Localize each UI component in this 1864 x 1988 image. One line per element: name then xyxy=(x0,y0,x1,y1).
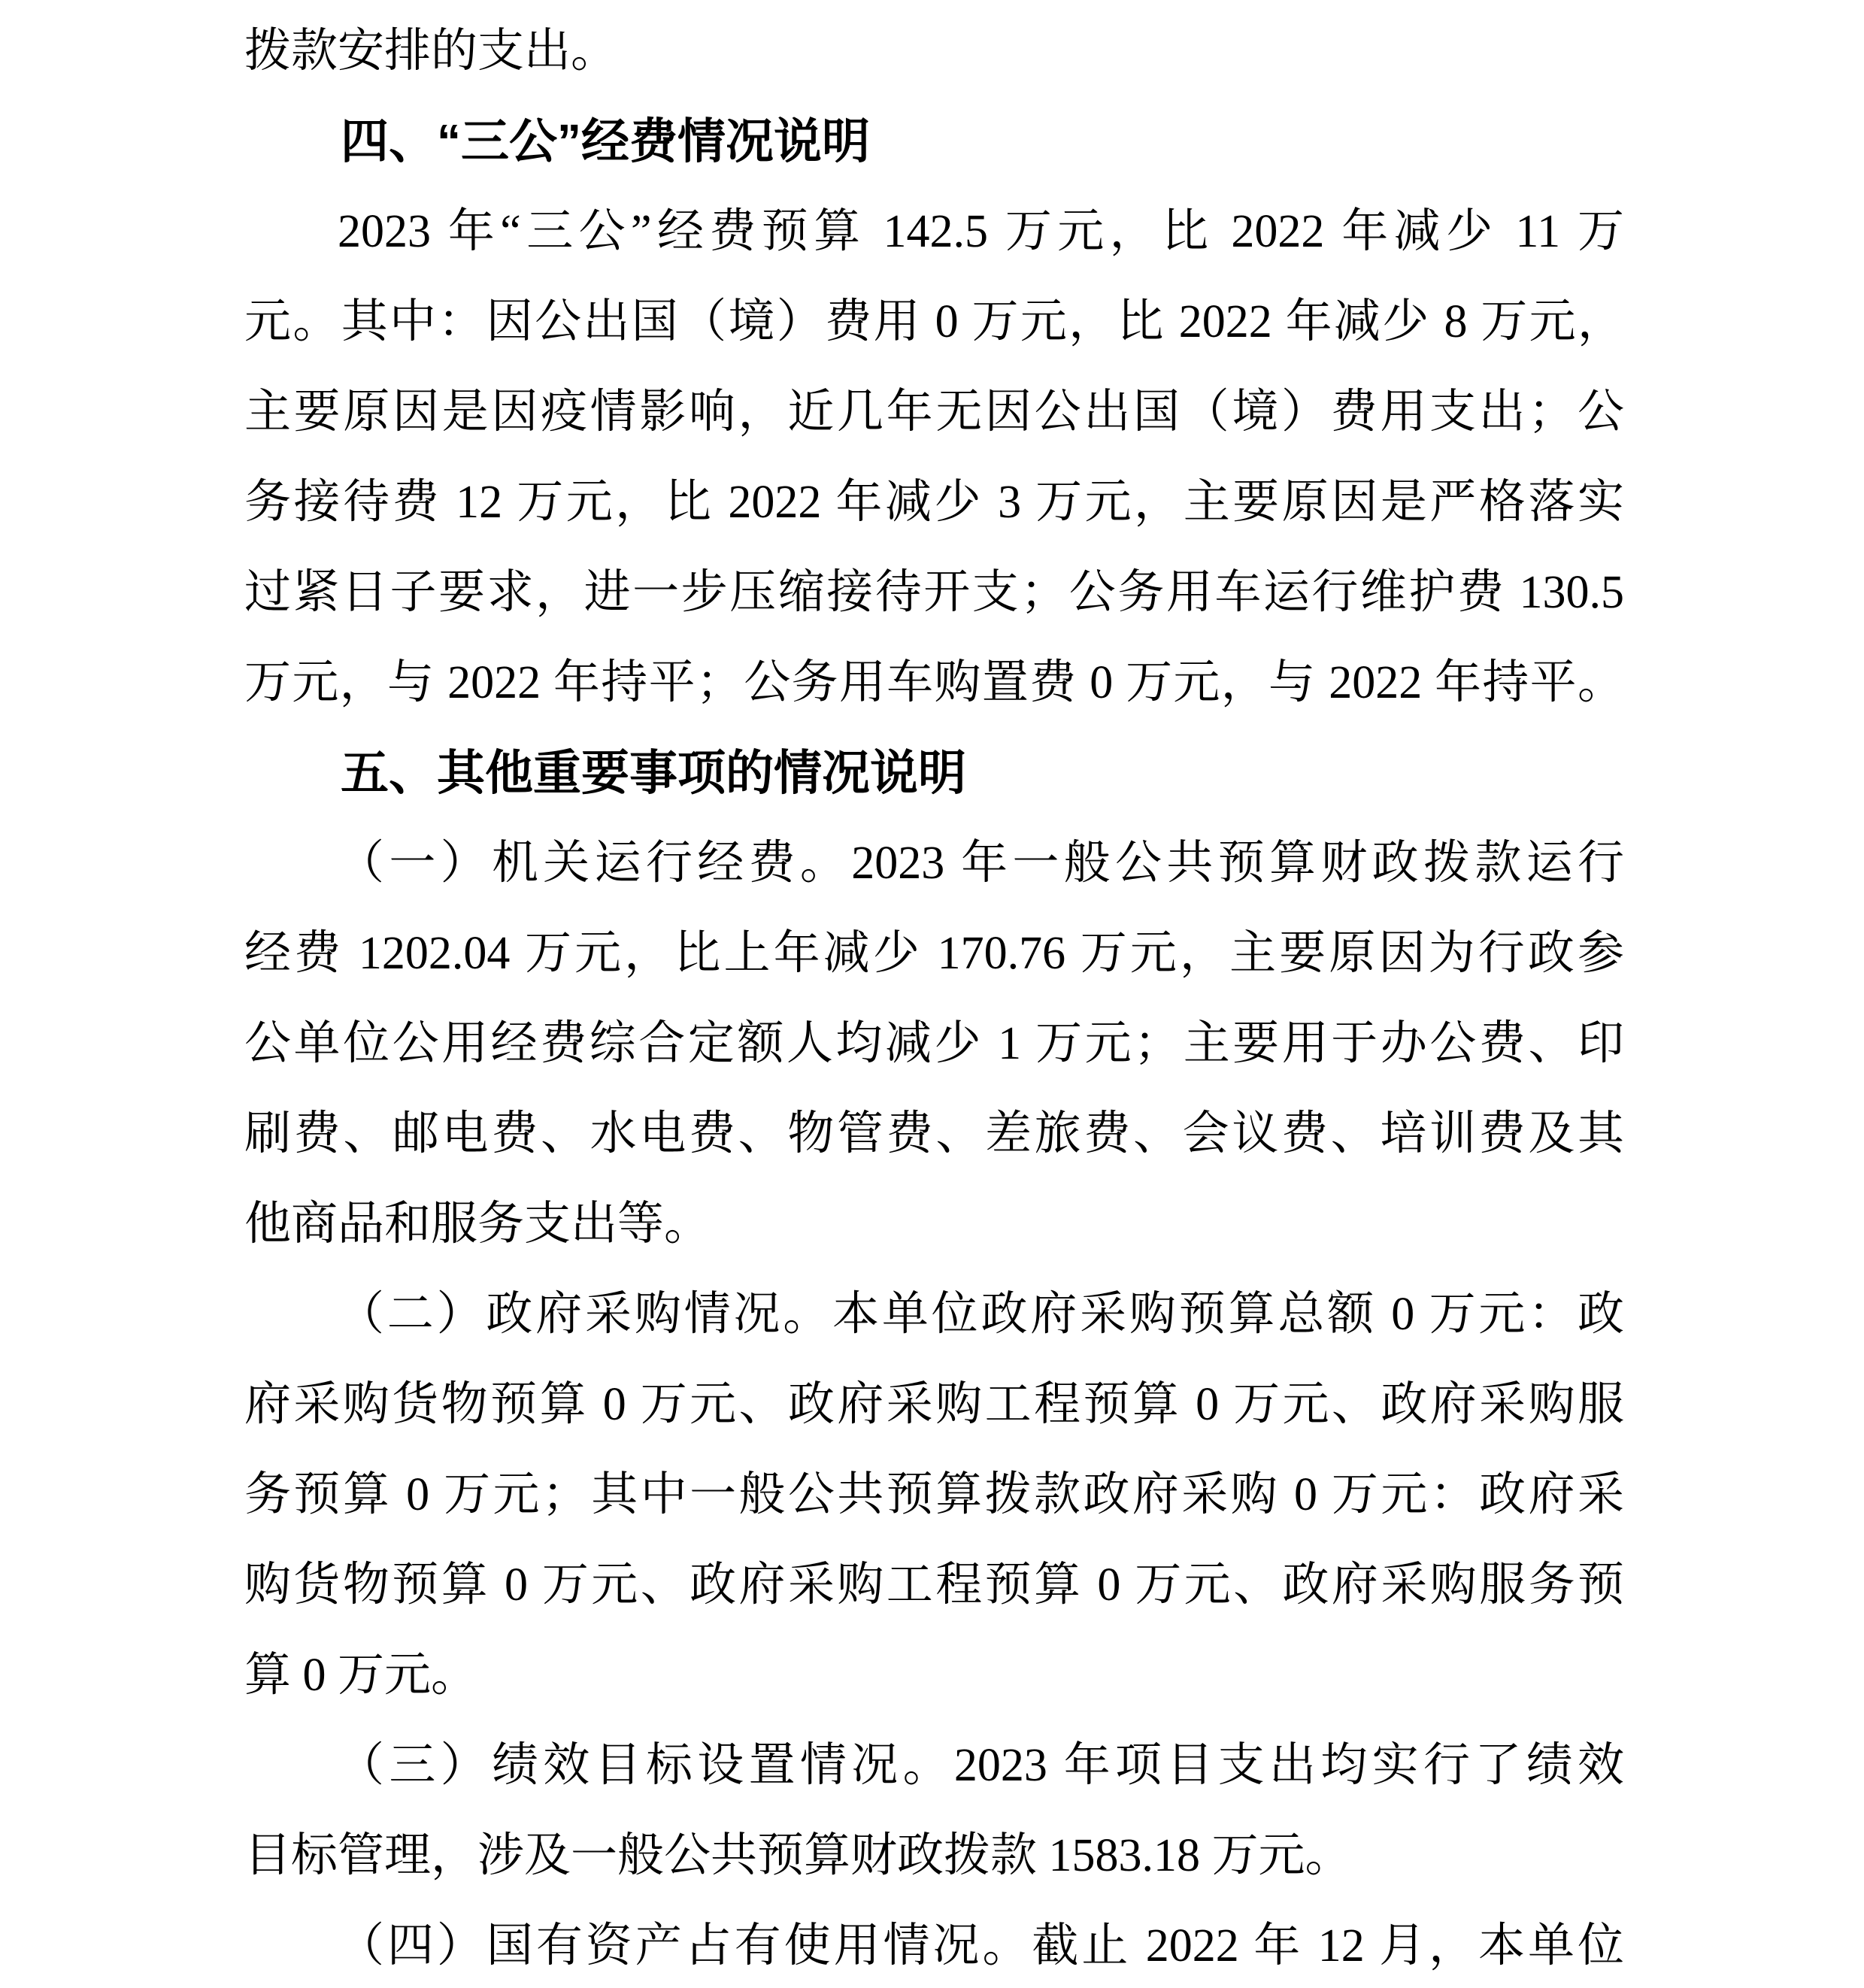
text-line: 刷费、邮电费、水电费、物管费、差旅费、会议费、培训费及其 xyxy=(244,1108,1624,1159)
text-line: 务预算 0 万元；其中一般公共预算拨款政府采购 0 万元：政府采 xyxy=(244,1469,1624,1520)
text-line: （一）机关运行经费。2023 年一般公共预算财政拨款运行 xyxy=(338,838,1624,889)
text-line: 经费 1202.04 万元，比上年减少 170.76 万元，主要原因为行政参 xyxy=(244,928,1624,979)
text-line: 算 0 万元。 xyxy=(244,1650,478,1701)
text-line: 务接待费 12 万元，比 2022 年减少 3 万元，主要原因是严格落实 xyxy=(244,477,1624,528)
text-line: 他商品和服务支出等。 xyxy=(244,1199,711,1250)
section-heading: 四、“三公”经费情况说明 xyxy=(341,114,870,168)
text-line: 目标管理，涉及一般公共预算财政拨款 1583.18 万元。 xyxy=(244,1830,1352,1881)
text-line: 府采购货物预算 0 万元、政府采购工程预算 0 万元、政府采购服 xyxy=(244,1379,1624,1430)
text-line: 主要原因是因疫情影响，近几年无因公出国（境）费用支出；公 xyxy=(244,386,1624,438)
text-line: 购货物预算 0 万元、政府采购工程预算 0 万元、政府采购服务预 xyxy=(244,1559,1624,1611)
text-line: 万元，与 2022 年持平；公务用车购置费 0 万元，与 2022 年持平。 xyxy=(244,657,1624,708)
text-line: 元。其中：因公出国（境）费用 0 万元，比 2022 年减少 8 万元， xyxy=(244,296,1624,347)
text-line: 过紧日子要求，进一步压缩接待开支；公务用车运行维护费 130.5 xyxy=(244,567,1624,618)
text-line: 拨款安排的支出。 xyxy=(244,26,618,77)
text-line: （二）政府采购情况。本单位政府采购预算总额 0 万元：政 xyxy=(338,1289,1624,1340)
text-line: （三）绩效目标设置情况。2023 年项目支出均实行了绩效 xyxy=(338,1740,1624,1791)
text-line: （四）国有资产占有使用情况。截止 2022 年 12 月，本单位 xyxy=(338,1920,1624,1971)
text-line: 公单位公用经费综合定额人均减少 1 万元；主要用于办公费、印 xyxy=(244,1018,1624,1069)
text-line: 2023 年“三公”经费预算 142.5 万元，比 2022 年减少 11 万 xyxy=(338,206,1624,257)
section-heading: 五、其他重要事项的情况说明 xyxy=(341,746,966,800)
